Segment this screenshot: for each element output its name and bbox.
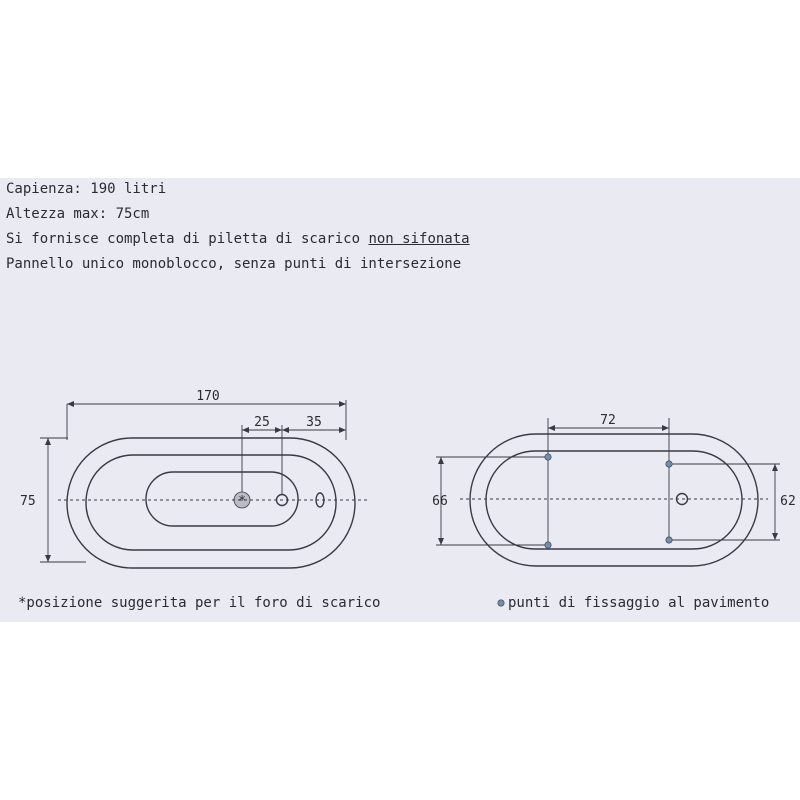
fixing-point bbox=[666, 537, 672, 543]
label-height-66: 66 bbox=[432, 494, 448, 509]
tub-outer-outline bbox=[67, 438, 355, 568]
label-height-62: 62 bbox=[780, 494, 796, 509]
note-fixing-points: punti di fissaggio al pavimento bbox=[508, 595, 770, 611]
fixing-point bbox=[545, 454, 551, 460]
label-length-170: 170 bbox=[196, 389, 220, 404]
spec-drain-underlined: non sifonata bbox=[368, 231, 470, 247]
spec-drain-text: Si fornisce completa di piletta di scarico bbox=[6, 231, 369, 247]
spec-capacity: Capienza: 190 litri bbox=[6, 181, 167, 197]
spec-panel: Pannello unico monoblocco, senza punti di intersezione bbox=[6, 256, 462, 272]
spec-height: Altezza max: 75cm bbox=[6, 206, 150, 222]
fixing-point bbox=[666, 461, 672, 467]
label-spacing-72: 72 bbox=[600, 413, 616, 428]
tub-inner-outline-fixing bbox=[486, 451, 742, 549]
label-overflow-offset-35: 35 bbox=[306, 415, 322, 430]
label-drain-offset-25: 25 bbox=[254, 415, 270, 430]
note-drain-position: *posizione suggerita per il foro di scarico bbox=[18, 595, 381, 611]
tub-basin-outline bbox=[146, 472, 298, 526]
drain-marker: * bbox=[238, 494, 246, 509]
legend-fixing-point-icon bbox=[498, 600, 504, 606]
tub-outer-outline-fixing bbox=[470, 434, 758, 566]
fixing-point bbox=[545, 542, 551, 548]
label-width-75: 75 bbox=[20, 494, 36, 509]
arrowheads-right bbox=[438, 425, 778, 545]
